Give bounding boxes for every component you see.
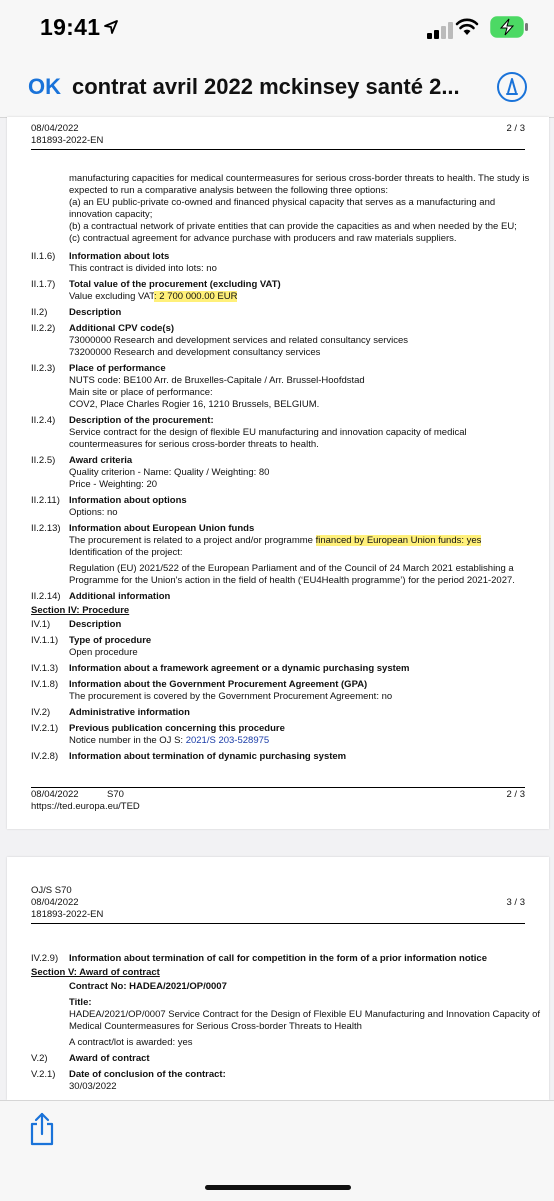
section-text: Identification of the project:: [69, 547, 183, 558]
section-title: Information about termination of dynamic purchasing system: [69, 751, 347, 762]
section-title: Information about a framework agreement or a dynamic purchasing system: [69, 663, 410, 674]
pdf-page-3: [7, 857, 549, 1100]
location-arrow-icon: [103, 19, 119, 35]
contract-title-line: HADEA/2021/OP/0007 Service Contract for the Design of Flexible EU Manufacturing and Innovation Capacity of: [69, 1009, 541, 1020]
page-footer-date: 08/04/2022: [31, 789, 79, 800]
section-heading: Section IV: Procedure: [31, 605, 130, 616]
section-title: Award criteria: [69, 455, 133, 466]
header-rule: [31, 149, 525, 150]
battery-charging-icon: [490, 15, 530, 39]
document-title: contrat avril 2022 mckinsey santé 2...: [72, 74, 460, 99]
section-number: II.2.2): [31, 323, 56, 334]
section-number: IV.1.3): [31, 663, 59, 674]
section-text: Main site or place of performance:: [69, 387, 213, 398]
navigation-bar: [0, 60, 554, 118]
page-header-date: 08/04/2022: [31, 897, 79, 908]
section-text: This contract is divided into lots: no: [69, 263, 217, 274]
section-number: IV.1.8): [31, 679, 59, 690]
section-number: IV.2.9): [31, 953, 59, 964]
page-header-id: 181893-2022-EN: [31, 909, 104, 920]
body-line: innovation capacity;: [69, 209, 153, 220]
eu-funds-highlight: financed by European Union funds: yes: [315, 535, 482, 546]
section-text: Service contract for the design of flexible EU manufacturing and innovation capacity of medical: [69, 427, 467, 438]
section-text: NUTS code: BE100 Arr. de Bruxelles-Capitale / Arr. Brussel-Hoofdstad: [69, 375, 365, 386]
contract-title-line: Medical Countermeasures for Serious Cross-border Threats to Health: [69, 1021, 362, 1032]
section-title: Administrative information: [69, 707, 190, 718]
section-number: V.2.1): [31, 1069, 56, 1080]
section-number: IV.1.1): [31, 635, 59, 646]
total-value-highlight: : 2 700 000.00 EUR: [154, 291, 238, 302]
section-heading: Section V: Award of contract: [31, 967, 160, 978]
section-number: II.2.4): [31, 415, 56, 426]
bottom-toolbar: [0, 1100, 554, 1201]
section-title: Description of the procurement:: [69, 415, 214, 426]
body-line: (b) a contractual network of private entities that can provide the capacities as and when needed by the EU;: [69, 221, 517, 232]
section-text: Options: no: [69, 507, 118, 518]
body-line: (a) an EU public-private co-owned and financed physical capacity that serves as a manufacturing and: [69, 197, 496, 208]
eu-funds-text: [69, 535, 481, 547]
section-number: II.2.13): [31, 523, 61, 534]
section-title: Information about termination of call for competition in the form of a prior information notice: [69, 953, 487, 964]
wifi-icon: [455, 17, 479, 37]
status-bar: [0, 0, 554, 60]
notice-number-link[interactable]: 2021/S 203-528975: [185, 735, 270, 746]
page-footer-url[interactable]: https://ted.europa.eu/TED: [31, 801, 140, 812]
status-time: 19:41: [40, 14, 101, 40]
section-title: Description: [69, 619, 122, 630]
section-title: Information about European Union funds: [69, 523, 255, 534]
section-text: The procurement is covered by the Government Procurement Agreement: no: [69, 691, 393, 702]
section-title: Additional information: [69, 591, 171, 602]
header-rule: [31, 923, 525, 924]
section-title: Date of conclusion of the contract:: [69, 1069, 226, 1080]
section-number: II.1.7): [31, 279, 56, 290]
contract-awarded: A contract/lot is awarded: yes: [69, 1037, 193, 1048]
done-button[interactable]: OK: [28, 74, 61, 99]
notice-number-label: Notice number in the OJ S:: [69, 735, 186, 746]
section-number: IV.2.1): [31, 723, 59, 734]
section-text: Regulation (EU) 2021/522 of the European Parliament and of the Council of 24 March 2021 establishing a: [69, 563, 514, 574]
section-text: COV2, Place Charles Rogier 16, 1210 Brussels, BELGIUM.: [69, 399, 320, 410]
page-header-id: 181893-2022-EN: [31, 135, 104, 146]
body-line: expected to run a comparative analysis between the following three options:: [69, 185, 388, 196]
section-text: Quality criterion - Name: Quality / Weighting: 80: [69, 467, 270, 478]
section-number: V.2): [31, 1053, 48, 1064]
section-number: IV.2): [31, 707, 51, 718]
section-number: IV.2.8): [31, 751, 59, 762]
section-title: Information about options: [69, 495, 187, 506]
section-title: Additional CPV code(s): [69, 323, 175, 334]
section-number: II.2.5): [31, 455, 56, 466]
page-header-series: OJ/S S70: [31, 885, 72, 896]
section-number: IV.1): [31, 619, 51, 630]
contract-number: Contract No: HADEA/2021/OP/0007: [69, 981, 227, 992]
notice-number-text: [69, 735, 269, 747]
section-title: Award of contract: [69, 1053, 150, 1064]
eu-funds-label: The procurement is related to a project and/or programme: [69, 535, 316, 546]
section-title: Previous publication concerning this procedure: [69, 723, 285, 734]
section-number: II.2.14): [31, 591, 61, 602]
section-number: II.1.6): [31, 251, 56, 262]
section-title: Information about lots: [69, 251, 170, 262]
page-footer-series: S70: [107, 789, 124, 800]
section-text: Price - Weighting: 20: [69, 479, 158, 490]
section-number: II.2): [31, 307, 48, 318]
section-text: 73200000 Research and development consultancy services: [69, 347, 321, 358]
section-title: Description: [69, 307, 122, 318]
section-text: countermeasures for serious cross-border threats to health.: [69, 439, 319, 450]
section-title: Place of performance: [69, 363, 166, 374]
body-line: manufacturing capacities for medical countermeasures for serious cross-border threats to health. The study is: [69, 173, 530, 184]
page-header-number: 2 / 3: [506, 123, 525, 134]
section-title: Type of procedure: [69, 635, 152, 646]
page-footer-number: 2 / 3: [506, 789, 525, 800]
section-number: II.2.11): [31, 495, 60, 506]
home-indicator[interactable]: [205, 1185, 351, 1190]
markup-pen-icon[interactable]: [496, 71, 528, 103]
total-value-text: [69, 291, 237, 303]
section-text: Open procedure: [69, 647, 138, 658]
section-text: Programme for the Union's action in the field of health (‘EU4Health programme’) for the period 2021-2027.: [69, 575, 515, 586]
body-line: (c) contractual agreement for advance purchase with producers and raw materials suppliers.: [69, 233, 457, 244]
contract-title-label: Title:: [69, 997, 92, 1008]
total-value-label: Value excluding VAT: [69, 291, 155, 302]
footer-rule: [31, 787, 525, 788]
section-title: Total value of the procurement (excluding VAT): [69, 279, 281, 290]
pdf-page-2: [7, 117, 549, 829]
share-icon[interactable]: [28, 1111, 56, 1147]
section-text: 30/03/2022: [69, 1081, 117, 1092]
page-header-number: 3 / 3: [506, 897, 525, 908]
section-text: 73000000 Research and development services and related consultancy services: [69, 335, 409, 346]
section-title: Information about the Government Procurement Agreement (GPA): [69, 679, 368, 690]
section-number: II.2.3): [31, 363, 56, 374]
page-header-date: 08/04/2022: [31, 123, 79, 134]
